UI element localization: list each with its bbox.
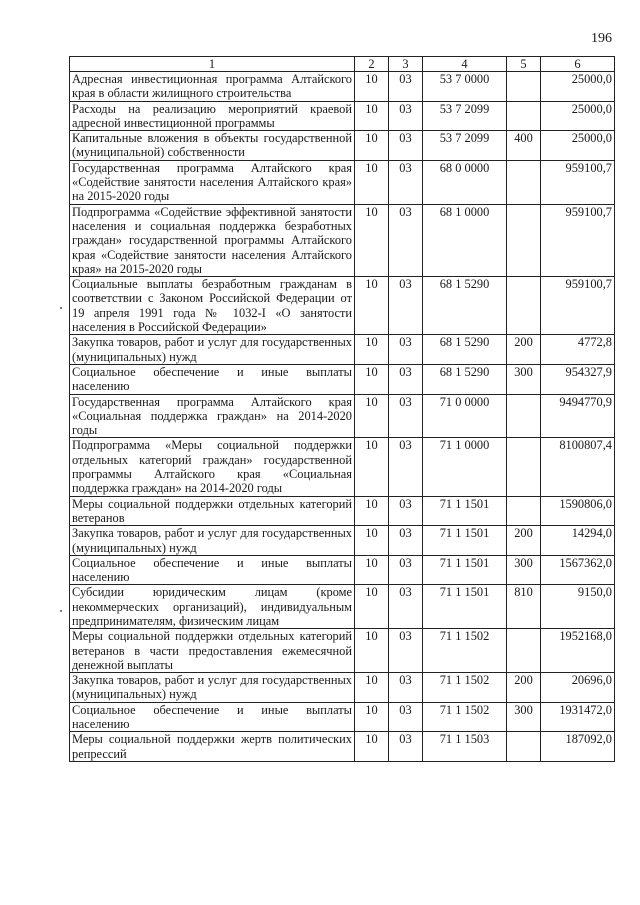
row-subsection-cell: 03 (389, 394, 423, 438)
row-section-cell: 10 (355, 101, 389, 131)
row-amount-cell: 959100,7 (541, 160, 615, 204)
row-target-article-cell: 71 1 1501 (423, 526, 507, 556)
row-name-cell: Государственная программа Алтайского края «Социальная поддержка граждан» на 2014-2020 годы (70, 394, 355, 438)
row-target-article-cell: 68 1 0000 (423, 204, 507, 276)
row-section-cell: 10 (355, 555, 389, 585)
row-expense-type-cell (507, 277, 541, 335)
row-name-cell: Закупка товаров, работ и услуг для государственных (муниципальных) нужд (70, 335, 355, 365)
table-row (70, 277, 615, 335)
row-name-cell: Адресная инвестиционная программа Алтайского края в области жилищного строительства (70, 72, 355, 102)
row-name-cell: Социальное обеспечение и иные выплаты населению (70, 702, 355, 732)
row-target-article-cell: 68 1 5290 (423, 277, 507, 335)
row-amount-cell: 25000,0 (541, 72, 615, 102)
row-amount-cell: 1590806,0 (541, 496, 615, 526)
table-row (70, 72, 615, 102)
row-section-cell: 10 (355, 364, 389, 394)
row-expense-type-cell (507, 629, 541, 673)
row-target-article-cell: 71 1 1502 (423, 629, 507, 673)
table-row (70, 131, 615, 161)
row-expense-type-cell: 300 (507, 702, 541, 732)
row-name-cell: Подпрограмма «Содействие эффективной занятости населения и социальная поддержка безработных граждан» государственной программы Алтайского края «Содействие занятости населения Алтайского края» на 2015-2020 годы (70, 204, 355, 276)
row-name-cell: Государственная программа Алтайского края «Содействие занятости населения Алтайского края» на 2015-2020 годы (70, 160, 355, 204)
row-target-article-cell: 71 0 0000 (423, 394, 507, 438)
row-subsection-cell: 03 (389, 364, 423, 394)
table-row (70, 438, 615, 496)
row-subsection-cell: 03 (389, 131, 423, 161)
row-section-cell: 10 (355, 526, 389, 556)
header-cell: 6 (541, 57, 615, 72)
row-target-article-cell: 71 1 1503 (423, 732, 507, 762)
row-amount-cell: 954327,9 (541, 364, 615, 394)
scan-speck (60, 307, 62, 309)
row-expense-type-cell (507, 101, 541, 131)
header-cell: 3 (389, 57, 423, 72)
table-row (70, 732, 615, 762)
row-amount-cell: 25000,0 (541, 131, 615, 161)
row-amount-cell: 14294,0 (541, 526, 615, 556)
row-expense-type-cell (507, 204, 541, 276)
row-amount-cell: 1952168,0 (541, 629, 615, 673)
row-section-cell: 10 (355, 204, 389, 276)
table-body (70, 57, 615, 762)
row-expense-type-cell (507, 72, 541, 102)
row-amount-cell: 959100,7 (541, 204, 615, 276)
row-section-cell: 10 (355, 732, 389, 762)
row-subsection-cell: 03 (389, 585, 423, 629)
row-expense-type-cell: 200 (507, 335, 541, 365)
row-expense-type-cell (507, 732, 541, 762)
row-subsection-cell: 03 (389, 160, 423, 204)
row-subsection-cell: 03 (389, 732, 423, 762)
row-subsection-cell: 03 (389, 277, 423, 335)
row-section-cell: 10 (355, 438, 389, 496)
header-cell: 5 (507, 57, 541, 72)
row-section-cell: 10 (355, 702, 389, 732)
row-section-cell: 10 (355, 131, 389, 161)
row-amount-cell: 1931472,0 (541, 702, 615, 732)
row-amount-cell: 187092,0 (541, 732, 615, 762)
row-section-cell: 10 (355, 496, 389, 526)
row-amount-cell: 1567362,0 (541, 555, 615, 585)
table-row (70, 585, 615, 629)
row-amount-cell: 20696,0 (541, 673, 615, 703)
row-target-article-cell: 71 1 0000 (423, 438, 507, 496)
row-subsection-cell: 03 (389, 526, 423, 556)
row-expense-type-cell: 300 (507, 555, 541, 585)
row-subsection-cell: 03 (389, 555, 423, 585)
row-subsection-cell: 03 (389, 629, 423, 673)
row-target-article-cell: 53 7 0000 (423, 72, 507, 102)
header-cell: 1 (70, 57, 355, 72)
row-target-article-cell: 71 1 1501 (423, 585, 507, 629)
row-expense-type-cell (507, 438, 541, 496)
row-name-cell: Меры социальной поддержки жертв политических репрессий (70, 732, 355, 762)
table-row (70, 101, 615, 131)
row-subsection-cell: 03 (389, 496, 423, 526)
row-amount-cell: 4772,8 (541, 335, 615, 365)
page-number: 196 (591, 31, 612, 46)
table-row (70, 673, 615, 703)
row-subsection-cell: 03 (389, 335, 423, 365)
row-target-article-cell: 53 7 2099 (423, 101, 507, 131)
row-name-cell: Меры социальной поддержки отдельных категорий ветеранов (70, 496, 355, 526)
row-expense-type-cell: 300 (507, 364, 541, 394)
row-target-article-cell: 71 1 1501 (423, 555, 507, 585)
row-name-cell: Капитальные вложения в объекты государственной (муниципальной) собственности (70, 131, 355, 161)
row-name-cell: Социальные выплаты безработным гражданам в соответствии с Законом Российской Федерации от 19 апреля 1991 года № 1032-I «О занятости населения в Российской Федерации» (70, 277, 355, 335)
row-expense-type-cell: 200 (507, 526, 541, 556)
row-target-article-cell: 68 0 0000 (423, 160, 507, 204)
table-row (70, 526, 615, 556)
row-expense-type-cell (507, 160, 541, 204)
row-subsection-cell: 03 (389, 438, 423, 496)
row-target-article-cell: 71 1 1501 (423, 496, 507, 526)
header-cell: 2 (355, 57, 389, 72)
row-section-cell: 10 (355, 160, 389, 204)
header-cell: 4 (423, 57, 507, 72)
table-row (70, 204, 615, 276)
row-expense-type-cell (507, 394, 541, 438)
row-section-cell: 10 (355, 673, 389, 703)
row-name-cell: Подпрограмма «Меры социальной поддержки отдельных категорий граждан» государственной программы Алтайского края «Социальная поддержка граждан» на 2014-2020 годы (70, 438, 355, 496)
row-name-cell: Социальное обеспечение и иные выплаты населению (70, 364, 355, 394)
row-subsection-cell: 03 (389, 673, 423, 703)
row-expense-type-cell: 200 (507, 673, 541, 703)
row-section-cell: 10 (355, 585, 389, 629)
row-name-cell: Меры социальной поддержки отдельных категорий ветеранов в части предоставления ежемесячной денежной выплаты (70, 629, 355, 673)
row-section-cell: 10 (355, 277, 389, 335)
table-row (70, 160, 615, 204)
row-subsection-cell: 03 (389, 204, 423, 276)
row-subsection-cell: 03 (389, 101, 423, 131)
row-amount-cell: 959100,7 (541, 277, 615, 335)
table-row (70, 364, 615, 394)
row-name-cell: Субсидии юридическим лицам (кроме некоммерческих организаций), индивидуальным предпринимателям, физическим лицам (70, 585, 355, 629)
budget-table (69, 56, 615, 762)
row-name-cell: Закупка товаров, работ и услуг для государственных (муниципальных) нужд (70, 526, 355, 556)
row-name-cell: Социальное обеспечение и иные выплаты населению (70, 555, 355, 585)
row-section-cell: 10 (355, 72, 389, 102)
table-row (70, 629, 615, 673)
row-amount-cell: 8100807,4 (541, 438, 615, 496)
table-header-row (70, 57, 615, 72)
row-amount-cell: 25000,0 (541, 101, 615, 131)
row-section-cell: 10 (355, 394, 389, 438)
row-section-cell: 10 (355, 335, 389, 365)
row-target-article-cell: 68 1 5290 (423, 335, 507, 365)
row-expense-type-cell: 810 (507, 585, 541, 629)
row-target-article-cell: 71 1 1502 (423, 702, 507, 732)
row-expense-type-cell: 400 (507, 131, 541, 161)
row-name-cell: Расходы на реализацию мероприятий краевой адресной инвестиционной программы (70, 101, 355, 131)
scan-speck (60, 610, 62, 612)
row-section-cell: 10 (355, 629, 389, 673)
row-subsection-cell: 03 (389, 702, 423, 732)
row-target-article-cell: 68 1 5290 (423, 364, 507, 394)
row-subsection-cell: 03 (389, 72, 423, 102)
table-row (70, 555, 615, 585)
row-name-cell: Закупка товаров, работ и услуг для государственных (муниципальных) нужд (70, 673, 355, 703)
table-row (70, 394, 615, 438)
row-target-article-cell: 71 1 1502 (423, 673, 507, 703)
table-row (70, 702, 615, 732)
table-row (70, 335, 615, 365)
row-amount-cell: 9150,0 (541, 585, 615, 629)
row-expense-type-cell (507, 496, 541, 526)
table-row (70, 496, 615, 526)
row-target-article-cell: 53 7 2099 (423, 131, 507, 161)
row-amount-cell: 9494770,9 (541, 394, 615, 438)
